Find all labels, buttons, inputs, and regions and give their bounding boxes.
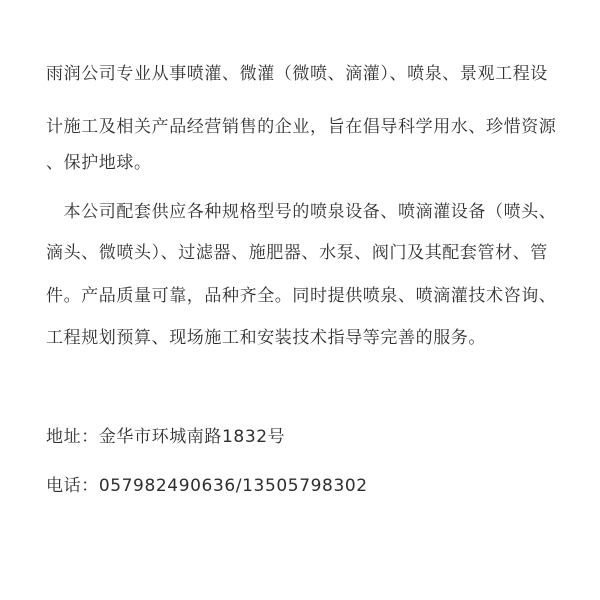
paragraph-line: 件。产品质量可靠，品种齐全。同时提供喷泉、喷滴灌技术咨询、	[46, 286, 557, 306]
address-row	[46, 425, 285, 449]
address-value: 金华市环城南路1832号	[98, 427, 286, 447]
paragraph-line: 工程规划预算、现场施工和安装技术指导等完善的服务。	[46, 328, 486, 348]
paragraph-line: 、保护地球。	[46, 153, 152, 173]
address-label: 地址：	[46, 427, 99, 447]
phone-value: 057982490636/13505798302	[98, 476, 368, 496]
phone-label: 电话：	[46, 476, 99, 496]
paragraph-line: 滴头、微喷头）、过滤器、施肥器、水泵、阀门及其配套管材、管	[46, 243, 548, 263]
paragraph-line: 雨润公司专业从事喷灌、微灌（微喷、滴灌）、喷泉、景观工程设	[46, 64, 548, 84]
phone-row	[46, 474, 368, 498]
paragraph-line: 计施工及相关产品经营销售的企业，旨在倡导科学用水、珍惜资源	[46, 117, 557, 137]
paragraph-line: 本公司配套供应各种规格型号的喷泉设备、喷滴灌设备（喷头、	[46, 202, 557, 222]
